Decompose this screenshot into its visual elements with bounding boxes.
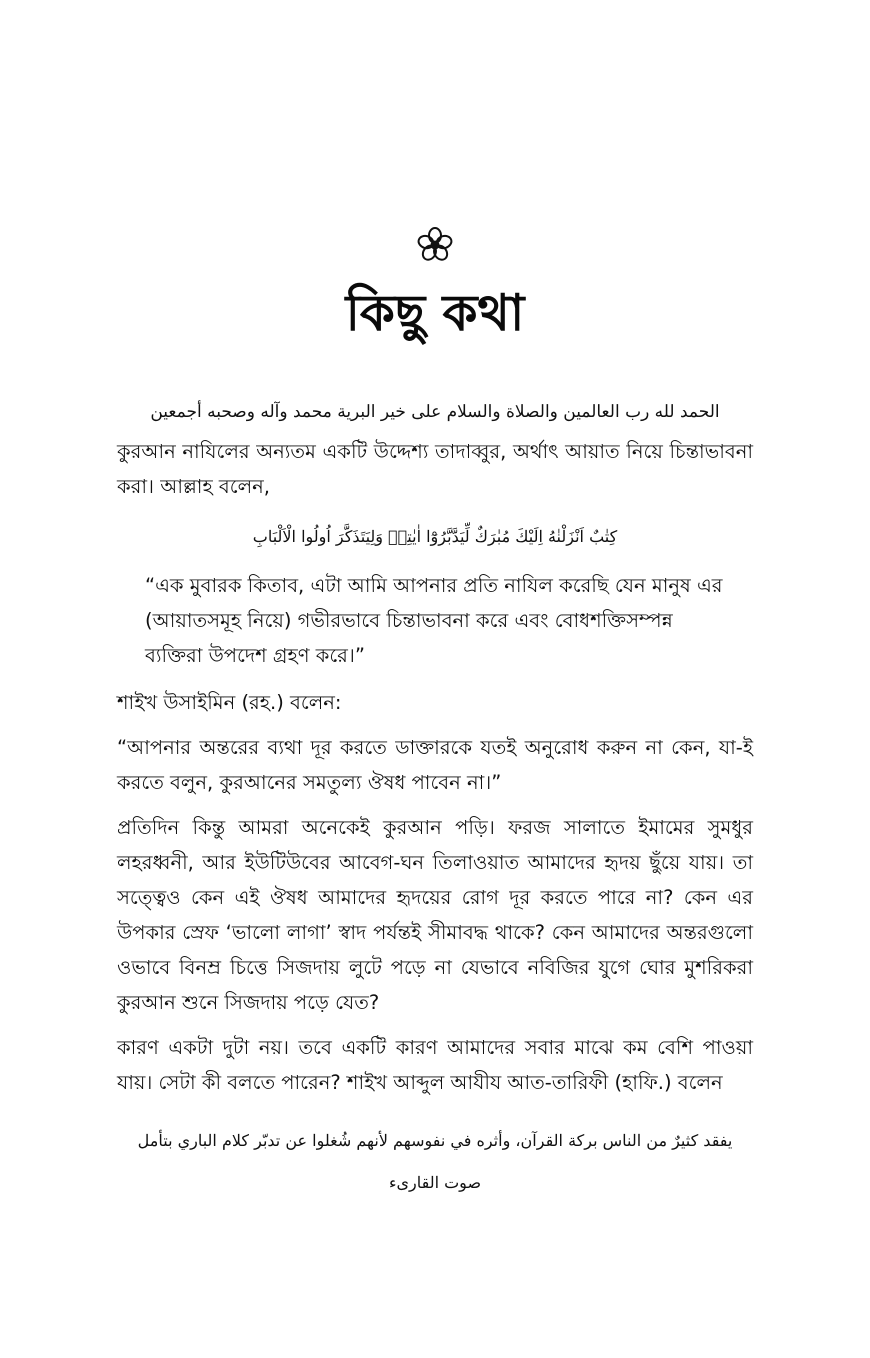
quote-uthaymeen: “আপনার অন্তরের ব্যথা দূর করতে ডাক্তারকে যতই অনুরোধ করুন না কেন, যা-ই করতে বলুন, কুরআনের সমতুল্য ঔষধ পাবেন না।” <box>117 736 753 794</box>
chapter-title: কিছু কথা <box>345 284 525 342</box>
body-text <box>117 396 753 1198</box>
quran-verse-arabic: كِتٰبٌ اَنْزَلْنٰهُ اِلَيْكَ مُبٰرَكٌ لِّيَدَّبَّرُوْٓا اٰيٰتِهٖ وَلِيَتَذَكَّرَ اُولُوا الْاَلْبَابِ <box>252 527 618 546</box>
paragraph-intro: কুরআন নাযিলের অন্যতম একটি উদ্দেশ্য তাদাব্বুর, অর্থাৎ আয়াত নিয়ে চিন্তাভাবনা করা। আল্লাহ বলেন, <box>117 440 753 498</box>
opening-arabic: الحمد لله رب العالمين والصلاة والسلام على خير البرية محمد وآله وصحبه أجمعين <box>150 402 720 422</box>
speaker-line: শাইখ উসাইমিন (রহ.) বলেন: <box>117 691 342 714</box>
ornament <box>0 222 870 268</box>
paragraph-daily-reading: প্রতিদিন কিন্তু আমরা অনেকেই কুরআন পড়ি। ফরজ সালাতে ইমামের সুমধুর লহরধ্বনী, আর ইউটিউবের আবেগ-ঘন তিলাওয়াত আমাদের হৃদয় ছুঁয়ে যায়। তা সত্ত্বেও কেন এই ঔষধ আমাদের হৃদয়ের রোগ দূর করতে পারে না? কেন এর উপকার স্রেফ ‘ভালো লাগা’ স্বাদ পর্যন্তই সীমাবদ্ধ থাকে? কেন আমাদের অন্তরগুলো ওভাবে বিনম্র চিত্তে সিজদায় লুটে পড়ে না যেভাবে নবিজির যুগে ঘোর মুশরিকরা কুরআন শুনে সিজদায় পড়ে যেত? <box>117 816 753 1014</box>
verse-translation: “এক মুবারক কিতাব, এটা আমি আপনার প্রতি নাযিল করেছি যেন মানুষ এর (আয়াতসমূহ নিয়ে) গভীরভাবে চিন্তাভাবনা করে এবং বোধশক্তিসম্পন্ন ব্যক্তিরা উপদেশ গ্রহণ করে।” <box>145 574 723 667</box>
flower-icon <box>415 225 455 265</box>
closing-arabic: يفقد كثيرٌ من الناس بركة القرآن، وأثره في نفوسهم لأنهم شُغلوا عن تدبّر كلام الباري بتأمل <box>137 1131 733 1150</box>
closing-source: صوت القارىء <box>388 1173 482 1192</box>
paragraph-reason: কারণ একটা দুটা নয়। তবে একটি কারণ আমাদের সবার মাঝে কম বেশি পাওয়া যায়। সেটা কী বলতে পারেন? শাইখ আব্দুল আযীয আত-তারিফী (হাফি.) বলেন <box>117 1036 753 1094</box>
